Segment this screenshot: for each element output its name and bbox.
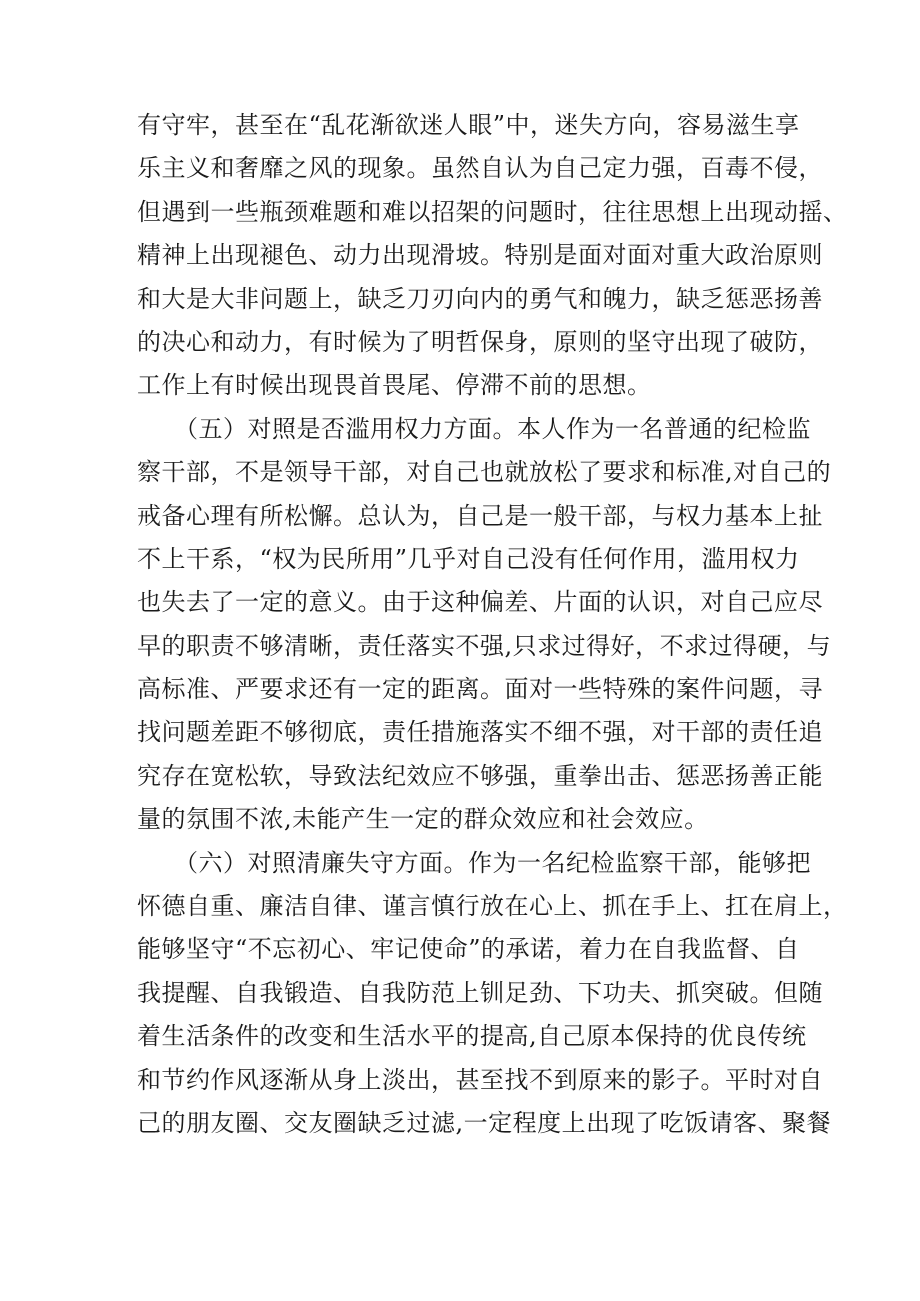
text-line: 和大是大非问题上，缺乏刀刃向内的勇气和魄力，缺乏惩恶扬善 xyxy=(137,284,823,313)
text-line: 工作上有时候出现畏首畏尾、停滞不前的思想。 xyxy=(137,371,652,400)
text-line: 不上干系，“权为民所用”几乎对自己没有任何作用，滥用权力 xyxy=(137,544,800,573)
text-line: 着生活条件的改变和生活水平的提高,自己原本保持的优良传统 xyxy=(137,1022,807,1051)
document-body xyxy=(137,104,848,1145)
text-line: 有守牢，甚至在“乱花渐欲迷人眼”中，迷失方向，容易滋生享 xyxy=(137,111,800,139)
text-line: 高标准、严要求还有一定的距离。面对一些特殊的案件问题，寻 xyxy=(137,675,823,704)
text-line: （五）对照是否滥用权力方面。本人作为一名普通的纪检监 xyxy=(174,414,811,443)
text-line: 戒备心理有所松懈。总认为，自己是一般干部，与权力基本上扯 xyxy=(137,501,823,530)
text-line: 早的职责不够清晰，责任落实不强,只求过得好，不求过得硬，与 xyxy=(137,631,832,660)
text-line: 精神上出现褪色、动力出现滑坡。特别是面对面对重大政治原则 xyxy=(137,241,823,270)
text-line: 也失去了一定的意义。由于这种偏差、片面的认识，对自己应尽 xyxy=(137,588,823,617)
text-line: 量的氛围不浓,未能产生一定的群众效应和社会效应。 xyxy=(137,805,709,834)
text-line: 我提醒、自我锻造、自我防范上钏足劲、下功夫、抓突破。但随 xyxy=(137,978,823,1007)
text-line: 能够坚守“不忘初心、牢记使命”的承诺，着力在自我监督、自 xyxy=(137,935,800,964)
text-line: 究存在宽松软，导致法纪效应不够强，重拳出击、惩恶扬善正能 xyxy=(137,761,823,790)
text-line: 己的朋友圈、交友圈缺乏过滤,一定程度上出现了吃饭请客、聚餐 xyxy=(137,1108,832,1137)
text-line: 乐主义和奢靡之风的现象。虽然自认为自己定力强，百毒不侵， xyxy=(137,154,823,183)
text-line: （六）对照清廉失守方面。作为一名纪检监察干部，能够把 xyxy=(174,848,811,877)
text-line: 察干部，不是领导干部，对自己也就放松了要求和标准,对自己的 xyxy=(137,458,832,487)
text-line: 但遇到一些瓶颈难题和难以招架的问题时，往往思想上出现动摇、 xyxy=(137,197,848,226)
text-line: 怀德自重、廉洁自律、谨言慎行放在心上、抓在手上、扛在肩上， xyxy=(137,892,848,921)
text-line: 找问题差距不够彻底，责任措施落实不细不强，对干部的责任追 xyxy=(137,718,823,747)
text-line: 和节约作风逐渐从身上淡出，甚至找不到原来的影子。平时对自 xyxy=(137,1065,823,1094)
text-line: 的决心和动力，有时候为了明哲保身，原则的坚守出现了破防， xyxy=(137,327,823,356)
